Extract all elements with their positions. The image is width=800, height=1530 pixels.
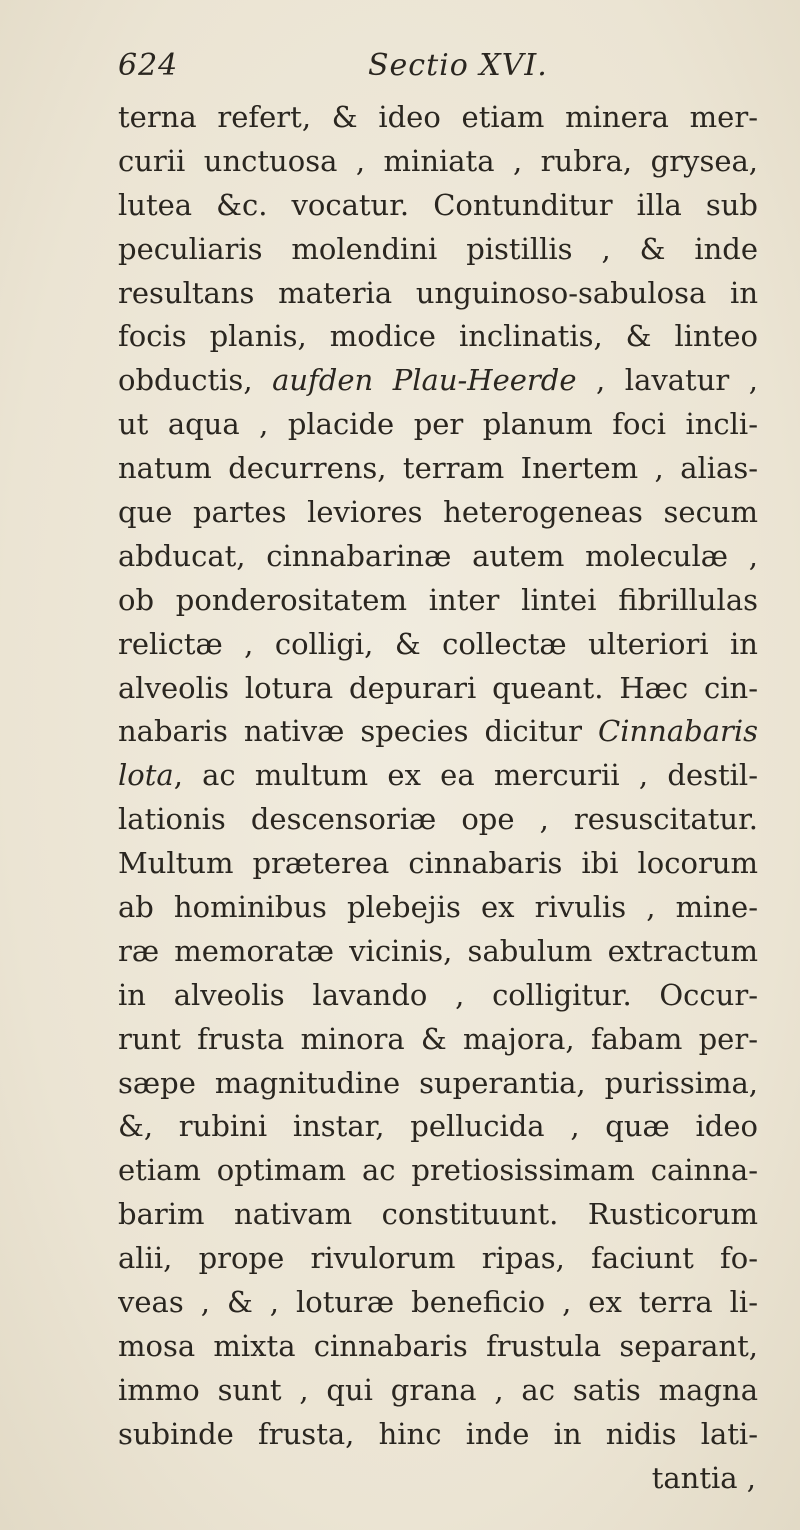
text-segment: ob ponderositatem inter lintei fibrillulas xyxy=(118,582,758,617)
text-line xyxy=(118,403,758,447)
text-line xyxy=(118,1193,758,1237)
text-line xyxy=(118,623,758,667)
text-line xyxy=(118,447,758,491)
text-segment: Multum præterea cinnabaris ibi locorum xyxy=(118,846,758,881)
text-segment: ræ memoratæ vicinis, sabulum extractum xyxy=(118,933,758,968)
text-line xyxy=(118,535,758,579)
text-segment: lationis descensoriæ ope , resuscitatur. xyxy=(118,802,758,837)
italic-segment: Cinnabaris xyxy=(598,714,758,749)
text-segment: curii unctuosa , miniata , rubra, grysea, xyxy=(118,143,758,178)
text-segment: tantia , xyxy=(651,1460,756,1495)
text-segment: mosa mixta cinnabaris frustula separant, xyxy=(118,1328,758,1363)
text-segment: in alveolis lavando , colligitur. Occur- xyxy=(118,977,758,1012)
running-head: Sectio XVI. xyxy=(368,48,548,83)
text-segment: barim nativam constituunt. Rusticorum xyxy=(118,1197,758,1232)
italic-segment: aufden Plau-Heerde xyxy=(272,363,577,398)
text-segment: focis planis, modice inclinatis, & linteo xyxy=(118,319,758,354)
body-text xyxy=(118,96,758,1501)
text-segment: alii, prope rivulorum ripas, faciunt fo- xyxy=(118,1241,758,1276)
text-line xyxy=(118,667,758,711)
text-segment: relictæ , colligi, & collectæ ulteriori in xyxy=(118,626,758,661)
text-segment: veas , & , loturæ beneficio , ex terra li- xyxy=(118,1285,758,1320)
text-segment: etiam optimam ac pretiosissimam cainna- xyxy=(118,1153,758,1188)
text-segment: immo sunt , qui grana , ac satis magna xyxy=(118,1372,758,1407)
text-line xyxy=(118,315,758,359)
text-line xyxy=(118,140,758,184)
text-segment: nabaris nativæ species dicitur xyxy=(118,714,599,749)
text-line xyxy=(118,96,758,140)
text-segment: &, rubini instar, pellucida , quæ ideo xyxy=(118,1109,758,1144)
text-segment: subinde frusta, hinc inde in nidis lati- xyxy=(118,1416,758,1451)
text-line xyxy=(118,1281,758,1325)
text-segment: , lavatur , xyxy=(576,363,758,398)
text-line xyxy=(118,491,758,535)
text-segment: runt frusta minora & majora, fabam per- xyxy=(118,1021,758,1056)
text-line xyxy=(118,886,758,930)
text-segment: ut aqua , placide per planum foci incli- xyxy=(118,407,758,442)
page-header xyxy=(118,48,758,92)
text-line xyxy=(118,754,758,798)
text-line xyxy=(118,1413,758,1457)
text-segment: lutea &c. vocatur. Contunditur illa sub xyxy=(118,187,758,222)
text-line xyxy=(118,1149,758,1193)
text-line xyxy=(118,579,758,623)
text-line xyxy=(118,1018,758,1062)
text-line xyxy=(118,1237,758,1281)
text-line xyxy=(118,710,758,754)
text-line xyxy=(118,842,758,886)
text-segment: , ac multum ex ea mercurii , destil- xyxy=(173,758,758,793)
text-segment: alveolis lotura depurari queant. Hæc cin- xyxy=(118,670,758,705)
text-line xyxy=(118,1105,758,1149)
text-line xyxy=(118,974,758,1018)
text-line xyxy=(118,272,758,316)
text-line xyxy=(118,359,758,403)
text-segment: abducat, cinnabarinæ autem moleculæ , xyxy=(118,538,758,573)
italic-segment: lota xyxy=(118,758,174,793)
text-segment: natum decurrens, terram Inertem , alias- xyxy=(118,451,758,486)
text-segment: sæpe magnitudine superantia, purissima, xyxy=(118,1065,758,1100)
text-line xyxy=(118,184,758,228)
text-segment: resultans materia unguinoso-sabulosa in xyxy=(118,275,758,310)
text-line xyxy=(118,930,758,974)
text-line xyxy=(118,1325,758,1369)
text-segment: terna refert, & ideo etiam minera mer- xyxy=(118,100,758,134)
text-line xyxy=(118,1369,758,1413)
page-number: 624 xyxy=(118,48,179,83)
text-segment: ab hominibus plebejis ex rivulis , mine- xyxy=(118,890,758,925)
text-segment: obductis, xyxy=(118,363,273,398)
text-line xyxy=(118,1457,758,1501)
text-line xyxy=(118,1062,758,1106)
text-segment: peculiaris molendini pistillis , & inde xyxy=(118,231,758,266)
text-line xyxy=(118,798,758,842)
text-segment: que partes leviores heterogeneas secum xyxy=(118,495,758,530)
text-line xyxy=(118,228,758,272)
